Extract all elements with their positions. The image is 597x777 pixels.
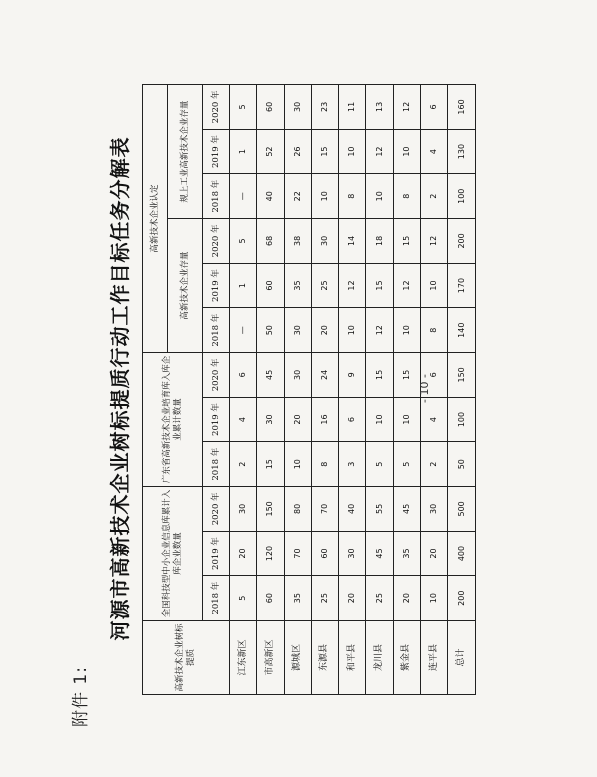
table-cell: 10 — [393, 308, 420, 353]
table-cell: 10 — [393, 129, 420, 174]
table-cell: 12 — [421, 219, 448, 264]
year-header: 2019 年 — [203, 397, 230, 442]
table-cell: 10 — [339, 308, 366, 353]
subgroup-header-industrial-hitech-stock: 规上工业高新技术企业存量 — [168, 85, 203, 219]
table-cell: 24 — [311, 353, 338, 398]
table-cell: 45 — [393, 487, 420, 532]
table-cell: 35 — [284, 263, 311, 308]
table-cell: 11 — [339, 85, 366, 130]
year-header: 2019 年 — [203, 531, 230, 576]
table-cell: 6 — [421, 353, 448, 398]
page-title: 河源市高新技术企业树标提质行动工作目标任务分解表 — [108, 136, 132, 641]
year-header: 2020 年 — [203, 219, 230, 264]
table-cell: 5 — [230, 576, 257, 621]
table-cell: 30 — [284, 308, 311, 353]
table-cell: 5 — [230, 85, 257, 130]
table-cell: 3 — [339, 442, 366, 487]
table-cell: 150 — [257, 487, 284, 532]
year-header: 2020 年 — [203, 85, 230, 130]
table-cell: 14 — [339, 219, 366, 264]
subgroup-header-hitech-stock: 高新技术企业存量 — [168, 219, 203, 353]
table-cell: 9 — [339, 353, 366, 398]
group-header-cultivation-database: 广东省高新技术企业培育库入库企业累计数量 — [143, 353, 203, 487]
table-cell: 8 — [421, 308, 448, 353]
table-cell: 10 — [366, 174, 393, 219]
table-cell: 130 — [448, 129, 475, 174]
table-cell: 10 — [421, 576, 448, 621]
table-cell: 16 — [311, 397, 338, 442]
row-label: 市高新区 — [257, 621, 284, 695]
table-cell: 15 — [257, 442, 284, 487]
table-cell: 50 — [257, 308, 284, 353]
table-cell: 20 — [230, 531, 257, 576]
year-header: 2019 年 — [203, 129, 230, 174]
table-row — [339, 85, 366, 695]
table-cell: 10 — [284, 442, 311, 487]
corner-header: 高新技术企业树标提质 — [143, 621, 230, 695]
table-cell: 1 — [230, 129, 257, 174]
table-cell: 30 — [311, 219, 338, 264]
table-cell: 8 — [393, 174, 420, 219]
table-cell: 6 — [230, 353, 257, 398]
table-cell: 26 — [284, 129, 311, 174]
table-cell: 4 — [421, 129, 448, 174]
table-cell: 120 — [257, 531, 284, 576]
table-cell: 5 — [366, 442, 393, 487]
table-cell: 30 — [421, 487, 448, 532]
table-cell: 2 — [421, 174, 448, 219]
row-label: 龙川县 — [366, 621, 393, 695]
row-label: 东源县 — [311, 621, 338, 695]
table-cell: 25 — [366, 576, 393, 621]
table-cell: 150 — [448, 353, 475, 398]
year-header: 2019 年 — [203, 263, 230, 308]
group-header-hitech-certification: 高新技术企业认定 — [143, 85, 168, 353]
table-cell: 10 — [339, 129, 366, 174]
table-cell: 60 — [257, 85, 284, 130]
row-label: 江东新区 — [230, 621, 257, 695]
table-cell: 200 — [448, 219, 475, 264]
table-cell: 20 — [421, 531, 448, 576]
table-cell: 15 — [393, 353, 420, 398]
table-cell: 140 — [448, 308, 475, 353]
row-label: 源城区 — [284, 621, 311, 695]
table-cell: 15 — [366, 353, 393, 398]
table-cell: 70 — [284, 531, 311, 576]
row-label: 总计 — [448, 621, 475, 695]
table-cell: 15 — [366, 263, 393, 308]
table-cell: 60 — [311, 531, 338, 576]
table-cell: 500 — [448, 487, 475, 532]
table-cell: 30 — [339, 531, 366, 576]
table-row — [257, 85, 284, 695]
table-cell: 40 — [339, 487, 366, 532]
table-cell: — — [230, 174, 257, 219]
table-cell: 8 — [311, 442, 338, 487]
table-row — [366, 85, 393, 695]
table-row — [448, 85, 475, 695]
table-cell: 4 — [230, 397, 257, 442]
table-cell: 12 — [366, 308, 393, 353]
table-cell: 30 — [230, 487, 257, 532]
table-row — [311, 85, 338, 695]
table-cell: 12 — [393, 263, 420, 308]
year-header: 2020 年 — [203, 353, 230, 398]
table-cell: 13 — [366, 85, 393, 130]
table-cell: 35 — [393, 531, 420, 576]
table-cell: 10 — [366, 397, 393, 442]
table-cell: 160 — [448, 85, 475, 130]
row-label: 紫金县 — [393, 621, 420, 695]
table-cell: 70 — [311, 487, 338, 532]
table-row — [230, 85, 257, 695]
table-cell: 23 — [311, 85, 338, 130]
table-cell: 25 — [311, 576, 338, 621]
table-cell: 6 — [339, 397, 366, 442]
table-cell: 55 — [366, 487, 393, 532]
table-cell: 45 — [366, 531, 393, 576]
table-cell: 15 — [393, 219, 420, 264]
table-cell: 400 — [448, 531, 475, 576]
year-header: 2018 年 — [203, 174, 230, 219]
group-header-sme-database: 全国科技型中小企业信息库累计入库企业数量 — [143, 487, 203, 621]
table-cell: 4 — [421, 397, 448, 442]
table-cell: 12 — [393, 85, 420, 130]
table-cell: 60 — [257, 263, 284, 308]
table-cell: 22 — [284, 174, 311, 219]
table-cell: 1 — [230, 263, 257, 308]
table-row — [393, 85, 420, 695]
table-cell: 15 — [311, 129, 338, 174]
table-cell: 30 — [284, 85, 311, 130]
table-cell: 45 — [257, 353, 284, 398]
table-cell: 20 — [284, 397, 311, 442]
table-cell: 25 — [311, 263, 338, 308]
table-cell: 52 — [257, 129, 284, 174]
row-label: 和平县 — [339, 621, 366, 695]
table-cell: 18 — [366, 219, 393, 264]
table-cell: 20 — [311, 308, 338, 353]
table-cell: 8 — [339, 174, 366, 219]
table-cell: 38 — [284, 219, 311, 264]
table-cell: 100 — [448, 397, 475, 442]
table-cell: 100 — [448, 174, 475, 219]
table-cell: 6 — [421, 85, 448, 130]
year-header: 2018 年 — [203, 442, 230, 487]
table-cell: 35 — [284, 576, 311, 621]
table-cell: 68 — [257, 219, 284, 264]
table-cell: 200 — [448, 576, 475, 621]
table-cell: 2 — [230, 442, 257, 487]
table-cell: 170 — [448, 263, 475, 308]
table-cell: 12 — [366, 129, 393, 174]
table-cell: 10 — [421, 263, 448, 308]
table-cell: 2 — [421, 442, 448, 487]
table-cell: 50 — [448, 442, 475, 487]
table-cell: 10 — [311, 174, 338, 219]
table-cell: 12 — [339, 263, 366, 308]
table-row — [284, 85, 311, 695]
table-cell: 10 — [393, 397, 420, 442]
table-cell: 30 — [257, 397, 284, 442]
row-label: 连平县 — [421, 621, 448, 695]
table-cell: 20 — [393, 576, 420, 621]
year-header: 2018 年 — [203, 576, 230, 621]
table-cell: 80 — [284, 487, 311, 532]
table-cell: 5 — [393, 442, 420, 487]
page-number: - 10 - — [418, 374, 431, 403]
table-cell: 30 — [284, 353, 311, 398]
table-cell: 60 — [257, 576, 284, 621]
table-cell: 5 — [230, 219, 257, 264]
table-cell: 40 — [257, 174, 284, 219]
table-cell: — — [230, 308, 257, 353]
year-header: 2020 年 — [203, 487, 230, 532]
table-cell: 20 — [339, 576, 366, 621]
attachment-label: 附件 1: — [71, 666, 91, 727]
year-header: 2018 年 — [203, 308, 230, 353]
